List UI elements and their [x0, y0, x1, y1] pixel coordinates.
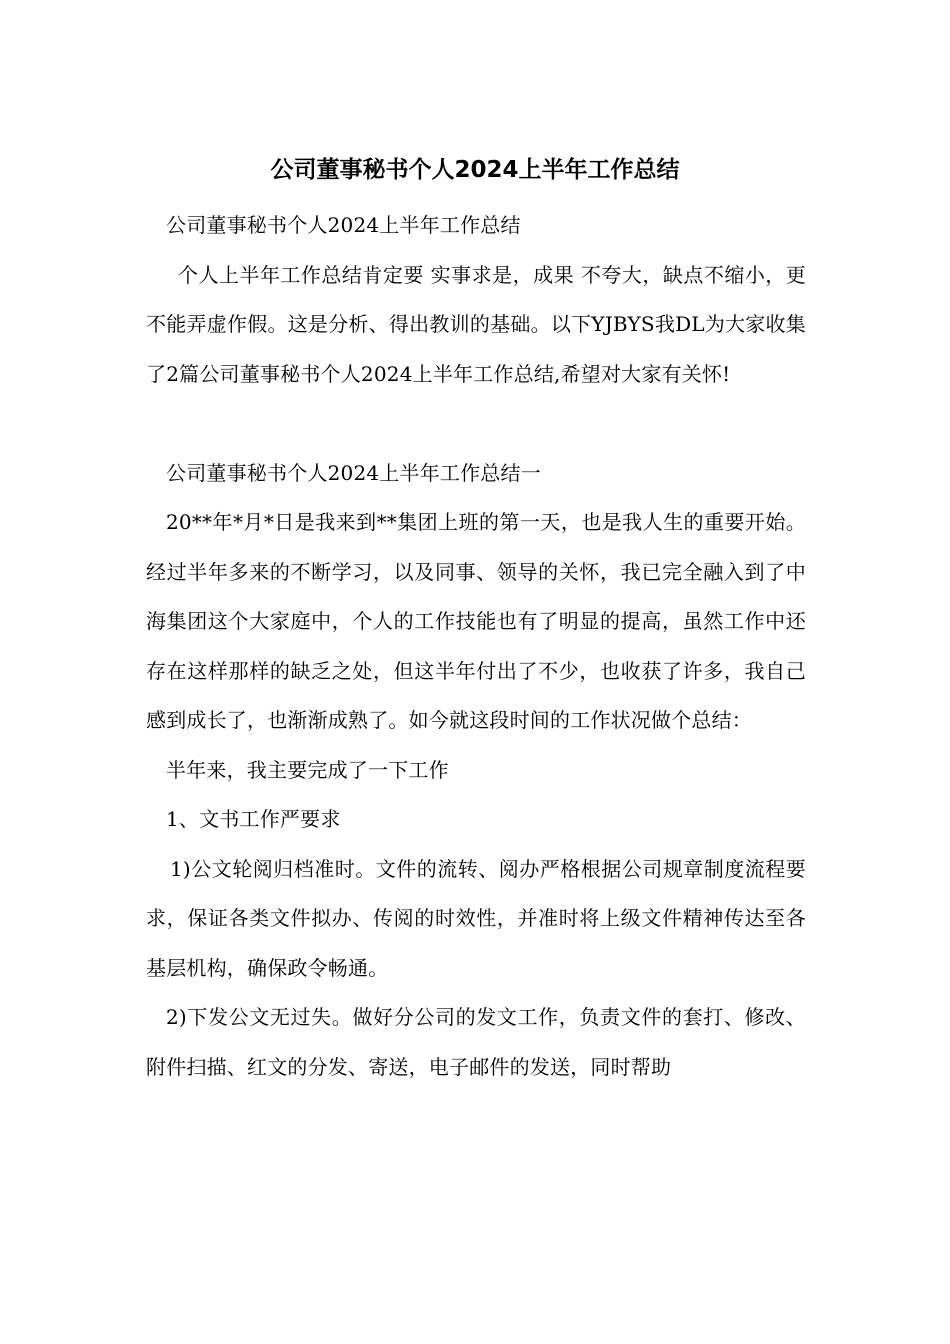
intro-paragraph: 个人上半年工作总结肯定要 实事求是，成果 不夸大，缺点不缩小，更不能弄虚作假。这是分析、得出教训的基础。以下YJBYS我DL为大家收集了2篇公司董事秘书个人2024上半年工作总结,希望对大家有关怀!: [146, 262, 806, 386]
list-item: 1)公文轮阅归档准时。文件的流转、阅办严格根据公司规章制度流程要求，保证各类文件拟办、传阅的时效性，并准时将上级文件精神传达至各基层机构，确保政令畅通。: [146, 856, 806, 980]
list-item: 2)下发公文无过失。做好分公司的发文工作，负责文件的套打、修改、附件扫描、红文的分发、寄送，电子邮件的发送，同时帮助: [146, 1005, 806, 1079]
document-title: 公司董事秘书个人2024上半年工作总结: [270, 157, 680, 183]
body-paragraph: 半年来，我主要完成了一下工作: [166, 757, 449, 782]
blank-line: [146, 399, 806, 449]
section-heading: 公司董事秘书个人2024上半年工作总结一: [166, 460, 541, 485]
document-body: [146, 201, 806, 1092]
list-heading: 1、文书工作严要求: [166, 807, 341, 831]
body-paragraph: 20**年*月*日是我来到**集团上班的第一天，也是我人生的重要开始。经过半年多来的不断学习，以及同事、领导的关怀，我已完全融入到了中海集团这个大家庭中，个人的工作技能也有了明显的提高，虽然工作中还存在这样那样的缺乏之处，但这半年付出了不少，也收获了许多，我自己感到成长了，也渐渐成熟了。如今就这段时间的工作状况做个总结：: [146, 510, 806, 732]
subtitle-paragraph: 公司董事秘书个人2024上半年工作总结: [166, 213, 521, 237]
